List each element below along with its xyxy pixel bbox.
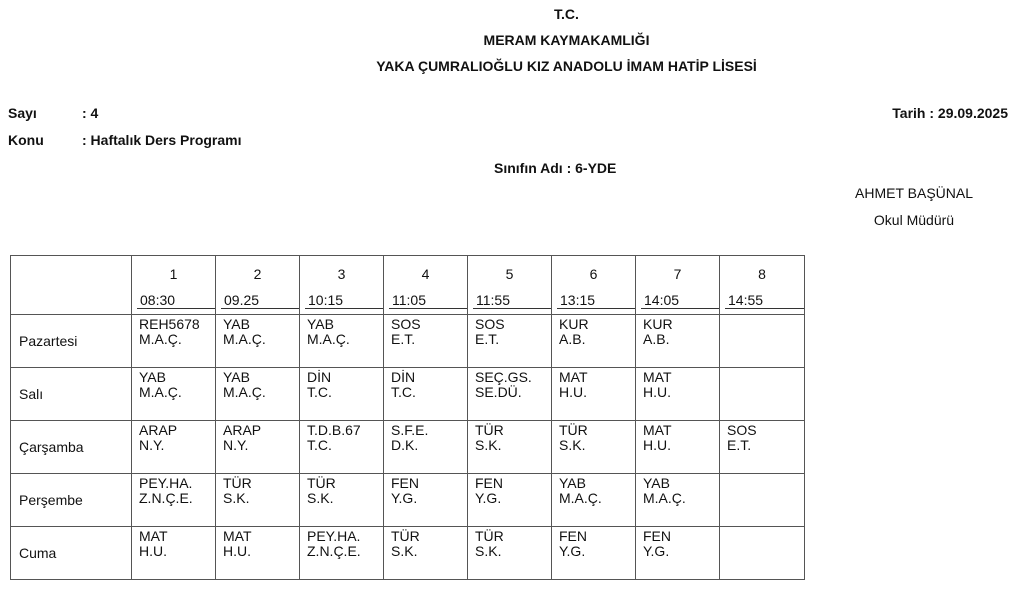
lesson-cell	[300, 527, 384, 580]
lesson-cell	[468, 474, 552, 527]
period-number: 5	[505, 266, 514, 282]
teacher-initials: Y.G.	[643, 543, 670, 559]
teacher-initials: M.A.Ç.	[139, 384, 182, 400]
konu-value: : Haftalık Ders Programı	[82, 132, 242, 148]
lesson-cell	[636, 421, 720, 474]
teacher-initials: Z.N.Ç.E.	[307, 543, 361, 559]
course-code: PEY.HA.	[307, 528, 361, 544]
period-time: 08:30	[137, 293, 215, 309]
header-tc: T.C.	[554, 6, 579, 22]
period-number: 1	[169, 266, 178, 282]
teacher-initials: E.T.	[391, 331, 416, 347]
lesson-cell	[300, 421, 384, 474]
period-time: 11:55	[473, 293, 551, 309]
period-header	[216, 256, 300, 315]
period-number: 8	[758, 266, 766, 282]
course-code: T.D.B.67	[307, 422, 361, 438]
header-row	[11, 256, 805, 315]
course-code: SEÇ.GS.	[475, 369, 532, 385]
lesson-cell	[636, 527, 720, 580]
lesson-cell	[132, 368, 216, 421]
teacher-initials: A.B.	[643, 331, 670, 347]
lesson-cell	[216, 474, 300, 527]
course-code: TÜR	[307, 475, 336, 491]
day-row	[11, 368, 805, 421]
lesson-cell	[720, 527, 805, 580]
course-code: YAB	[643, 475, 670, 491]
course-code: REH5678	[139, 316, 200, 332]
teacher-initials: Y.G.	[475, 490, 502, 506]
course-code: TÜR	[475, 422, 504, 438]
lesson-cell	[720, 315, 805, 368]
teacher-initials: T.C.	[307, 384, 332, 400]
teacher-initials: H.U.	[559, 384, 587, 400]
course-code: SOS	[391, 316, 421, 332]
sayi-label: Sayı	[8, 105, 37, 121]
lesson-cell	[468, 421, 552, 474]
teacher-initials: S.K.	[475, 437, 502, 453]
period-header	[468, 256, 552, 315]
teacher-initials: S.K.	[559, 437, 586, 453]
teacher-initials: T.C.	[391, 384, 416, 400]
principal-title: Okul Müdürü	[873, 212, 955, 228]
period-number: 7	[673, 266, 682, 282]
lesson-cell	[552, 315, 636, 368]
course-code: MAT	[643, 422, 672, 438]
lesson-cell	[720, 474, 805, 527]
lesson-cell	[468, 315, 552, 368]
teacher-initials: SE.DÜ.	[475, 384, 522, 400]
teacher-initials: S.K.	[307, 490, 334, 506]
day-name: Perşembe	[11, 474, 132, 527]
day-row	[11, 421, 805, 474]
course-code: YAB	[223, 316, 250, 332]
lesson-cell	[468, 368, 552, 421]
course-code: ARAP	[223, 422, 262, 438]
course-code: YAB	[307, 316, 334, 332]
course-code: MAT	[223, 528, 252, 544]
course-code: FEN	[559, 528, 587, 544]
teacher-initials: M.A.Ç.	[223, 384, 266, 400]
header-kaymakamlik: MERAM KAYMAKAMLIĞI	[483, 32, 650, 48]
sayi-value: : 4	[82, 105, 99, 121]
teacher-initials: S.K.	[475, 543, 502, 559]
course-code: SOS	[475, 316, 505, 332]
period-number: 3	[337, 266, 346, 282]
teacher-initials: D.K.	[391, 437, 419, 453]
date: Tarih : 29.09.2025	[892, 105, 1008, 121]
period-header	[300, 256, 384, 315]
period-number: 4	[421, 266, 430, 282]
day-row	[11, 474, 805, 527]
day-name: Salı	[11, 368, 132, 421]
teacher-initials: M.A.Ç.	[139, 331, 182, 347]
period-number: 6	[589, 266, 598, 282]
course-code: MAT	[559, 369, 588, 385]
teacher-initials: T.C.	[307, 437, 332, 453]
lesson-cell	[132, 315, 216, 368]
corner-cell	[11, 256, 132, 315]
teacher-initials: Y.G.	[391, 490, 418, 506]
course-code: S.F.E.	[391, 422, 429, 438]
course-code: TÜR	[391, 528, 420, 544]
teacher-initials: M.A.Ç.	[307, 331, 350, 347]
course-code: TÜR	[475, 528, 504, 544]
teacher-initials: H.U.	[139, 543, 167, 559]
day-row	[11, 527, 805, 580]
lesson-cell	[552, 368, 636, 421]
period-header	[552, 256, 636, 315]
lesson-cell	[216, 315, 300, 368]
teacher-initials: S.K.	[391, 543, 418, 559]
lesson-cell	[300, 474, 384, 527]
course-code: MAT	[139, 528, 168, 544]
period-time: 13:15	[557, 293, 635, 309]
teacher-initials: M.A.Ç.	[223, 331, 266, 347]
teacher-initials: Z.N.Ç.E.	[139, 490, 193, 506]
lesson-cell	[552, 421, 636, 474]
teacher-initials: E.T.	[727, 437, 752, 453]
course-code: YAB	[223, 369, 250, 385]
teacher-initials: H.U.	[643, 384, 671, 400]
course-code: YAB	[559, 475, 586, 491]
lesson-cell	[636, 474, 720, 527]
lesson-cell	[636, 368, 720, 421]
lesson-cell	[216, 527, 300, 580]
course-code: FEN	[643, 528, 671, 544]
period-header	[636, 256, 720, 315]
period-header	[720, 256, 805, 315]
lesson-cell	[552, 474, 636, 527]
course-code: KUR	[643, 316, 673, 332]
teacher-initials: M.A.Ç.	[643, 490, 686, 506]
teacher-initials: N.Y.	[223, 437, 249, 453]
period-number: 2	[253, 266, 262, 282]
lesson-cell	[132, 474, 216, 527]
teacher-initials: A.B.	[559, 331, 586, 347]
day-name: Pazartesi	[11, 315, 132, 368]
lesson-cell	[384, 527, 468, 580]
teacher-initials: N.Y.	[139, 437, 165, 453]
sayi-row	[8, 105, 98, 121]
lesson-cell	[636, 315, 720, 368]
lesson-cell	[300, 368, 384, 421]
period-time: 11:05	[389, 293, 467, 309]
lesson-cell	[384, 315, 468, 368]
lesson-cell	[720, 421, 805, 474]
course-code: FEN	[475, 475, 503, 491]
course-code: TÜR	[223, 475, 252, 491]
teacher-initials: M.A.Ç.	[559, 490, 602, 506]
konu-row	[8, 132, 242, 148]
period-header	[384, 256, 468, 315]
course-code: MAT	[643, 369, 672, 385]
course-code: SOS	[727, 422, 757, 438]
lesson-cell	[720, 368, 805, 421]
lesson-cell	[468, 527, 552, 580]
day-name: Cuma	[11, 527, 132, 580]
lesson-cell	[384, 421, 468, 474]
class-name: Sınıfın Adı : 6-YDE	[494, 160, 617, 176]
lesson-cell	[216, 368, 300, 421]
lesson-cell	[216, 421, 300, 474]
konu-label: Konu	[8, 132, 44, 148]
lesson-cell	[384, 368, 468, 421]
course-code: PEY.HA.	[139, 475, 193, 491]
teacher-initials: H.U.	[223, 543, 251, 559]
period-time: 10:15	[305, 293, 383, 309]
course-code: FEN	[391, 475, 419, 491]
teacher-initials: H.U.	[643, 437, 671, 453]
course-code: TÜR	[559, 422, 588, 438]
teacher-initials: Y.G.	[559, 543, 586, 559]
day-name: Çarşamba	[11, 421, 132, 474]
principal-name: AHMET BAŞÜNAL	[855, 185, 973, 201]
day-row	[11, 315, 805, 368]
period-header	[132, 256, 216, 315]
course-code: DİN	[307, 369, 332, 385]
period-time: 14:55	[725, 293, 804, 309]
period-time: 14:05	[641, 293, 719, 309]
course-code: KUR	[559, 316, 589, 332]
course-code: ARAP	[139, 422, 178, 438]
lesson-cell	[552, 527, 636, 580]
teacher-initials: S.K.	[223, 490, 250, 506]
lesson-cell	[132, 421, 216, 474]
course-code: DİN	[391, 369, 416, 385]
lesson-cell	[384, 474, 468, 527]
schedule-table	[10, 255, 805, 580]
lesson-cell	[300, 315, 384, 368]
header-school: YAKA ÇUMRALIOĞLU KIZ ANADOLU İMAM HATİP LİSESİ	[376, 58, 757, 74]
period-time: 09.25	[221, 293, 299, 309]
lesson-cell	[132, 527, 216, 580]
course-code: YAB	[139, 369, 166, 385]
teacher-initials: E.T.	[475, 331, 500, 347]
